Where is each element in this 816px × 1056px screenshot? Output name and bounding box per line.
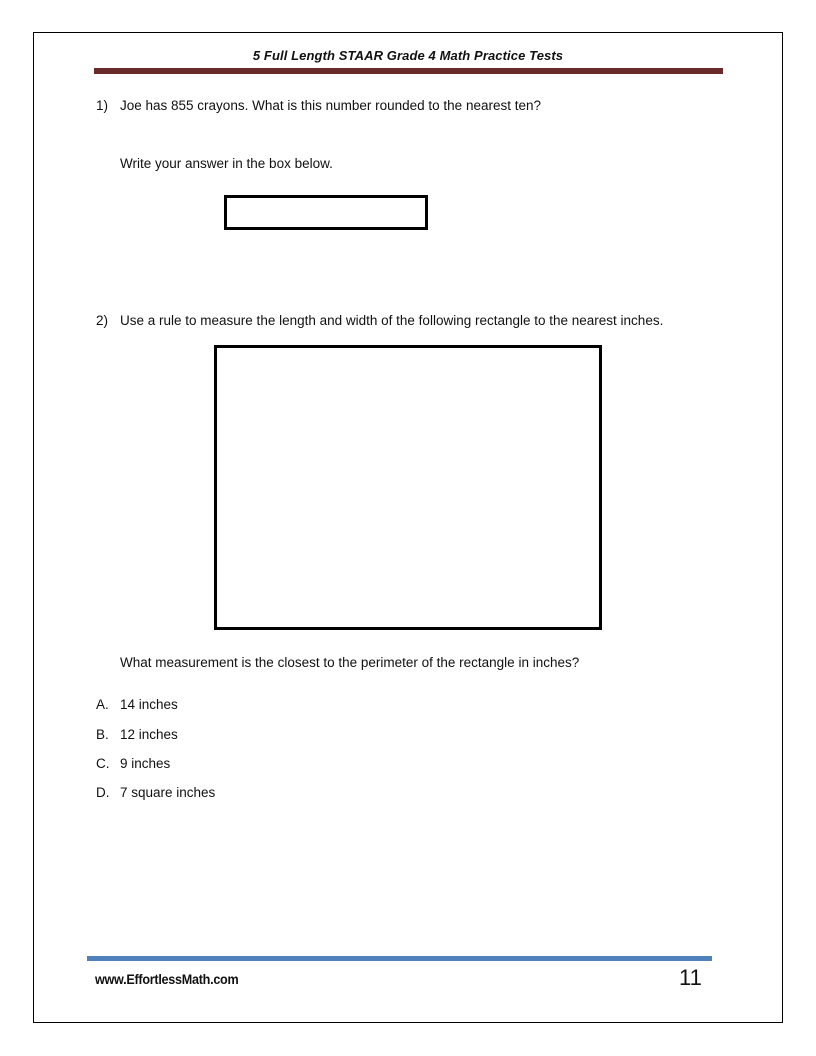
question-2-text: Use a rule to measure the length and width of the following rectangle to the nearest inches.	[120, 313, 664, 328]
choice-d-letter: D.	[96, 785, 110, 800]
footer-rule	[87, 956, 712, 961]
question-1-text: Joe has 855 crayons. What is this number rounded to the nearest ten?	[120, 98, 541, 113]
page-number: 11	[679, 965, 702, 990]
question-1-number: 1)	[96, 98, 109, 113]
question-2-number: 2)	[96, 313, 109, 328]
choice-d-text[interactable]: 7 square inches	[120, 785, 216, 800]
choice-a-text[interactable]: 14 inches	[120, 697, 178, 712]
answer-box[interactable]	[224, 195, 428, 230]
choice-b-letter: B.	[96, 727, 109, 742]
choice-b-text[interactable]: 12 inches	[120, 727, 178, 742]
choice-c-letter: C.	[96, 756, 110, 771]
choice-c-text[interactable]: 9 inches	[120, 756, 171, 771]
question-1-instruction: Write your answer in the box below.	[120, 156, 333, 171]
choice-a-letter: A.	[96, 697, 109, 712]
footer-site-link[interactable]: www.EffortlessMath.com	[95, 971, 239, 987]
question-2-prompt: What measurement is the closest to the perimeter of the rectangle in inches?	[120, 655, 580, 670]
header-title: 5 Full Length STAAR Grade 4 Math Practice Tests	[252, 48, 564, 63]
rectangle-figure	[214, 345, 602, 630]
header-rule	[94, 68, 723, 74]
